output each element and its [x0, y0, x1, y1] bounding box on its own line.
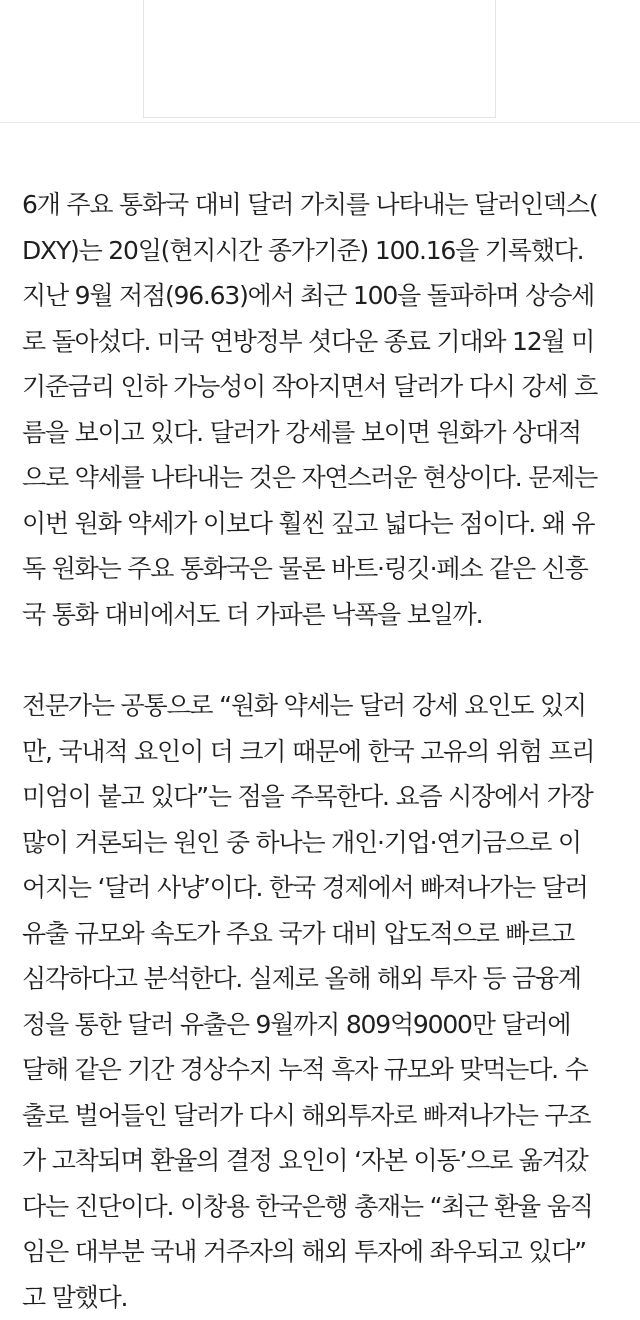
text-line: 미엄이 붙고 있다”는 점을 주목한다. 요즘 시장에서 가장 — [22, 774, 622, 820]
text-line: 지난 9월 저점(96.63)에서 최근 100을 돌파하며 상승세 — [22, 273, 622, 319]
text-line: 로 돌아섰다. 미국 연방정부 셧다운 종료 기대와 12월 미 — [22, 319, 622, 365]
article-paragraph-2 — [22, 683, 622, 1320]
text-line: 만, 국내적 요인이 더 크기 때문에 한국 고유의 위험 프리 — [22, 729, 622, 775]
text-line: 고 말했다. — [22, 1275, 622, 1320]
text-line: 전문가는 공통으로 “원화 약세는 달러 강세 요인도 있지 — [22, 683, 622, 729]
text-line: 름을 보이고 있다. 달러가 강세를 보이면 원화가 상대적 — [22, 410, 622, 456]
text-line: 으로 약세를 나타내는 것은 자연스러운 현상이다. 문제는 — [22, 455, 622, 501]
text-line: 많이 거론되는 원인 중 하나는 개인·기업·연기금으로 이 — [22, 820, 622, 866]
section-divider — [0, 122, 640, 123]
text-line: 다는 진단이다. 이창용 한국은행 총재는 “최근 환율 움직 — [22, 1184, 622, 1230]
text-line: 독 원화는 주요 통화국은 물론 바트·링깃·페소 같은 신흥 — [22, 546, 622, 592]
text-line: DXY)는 20일(현지시간 종가기준) 100.16을 기록했다. — [22, 228, 622, 274]
text-line: 출로 벌어들인 달러가 다시 해외투자로 빠져나가는 구조 — [22, 1093, 622, 1139]
text-line: 심각하다고 분석한다. 실제로 올해 해외 투자 등 금융계 — [22, 956, 622, 1002]
text-line: 정을 통한 달러 유출은 9월까지 809억9000만 달러에 — [22, 1002, 622, 1048]
text-line: 어지는 ‘달러 사냥’이다. 한국 경제에서 빠져나가는 달러 — [22, 865, 622, 911]
text-line: 기준금리 인하 가능성이 작아지면서 달러가 다시 강세 흐 — [22, 364, 622, 410]
text-line: 임은 대부분 국내 거주자의 해외 투자에 좌우되고 있다” — [22, 1229, 622, 1275]
embedded-content-frame — [143, 0, 496, 118]
text-line: 달해 같은 기간 경상수지 누적 흑자 규모와 맞먹는다. 수 — [22, 1047, 622, 1093]
article-body — [22, 182, 622, 1320]
article-paragraph-1 — [22, 182, 622, 637]
text-line: 국 통화 대비에서도 더 가파른 낙폭을 보일까. — [22, 592, 622, 638]
text-line: 6개 주요 통화국 대비 달러 가치를 나타내는 달러인덱스( — [22, 182, 622, 228]
text-line: 유출 규모와 속도가 주요 국가 대비 압도적으로 빠르고 — [22, 911, 622, 957]
text-line: 이번 원화 약세가 이보다 훨씬 깊고 넓다는 점이다. 왜 유 — [22, 501, 622, 547]
text-line: 가 고착되며 환율의 결정 요인이 ‘자본 이동’으로 옮겨갔 — [22, 1138, 622, 1184]
